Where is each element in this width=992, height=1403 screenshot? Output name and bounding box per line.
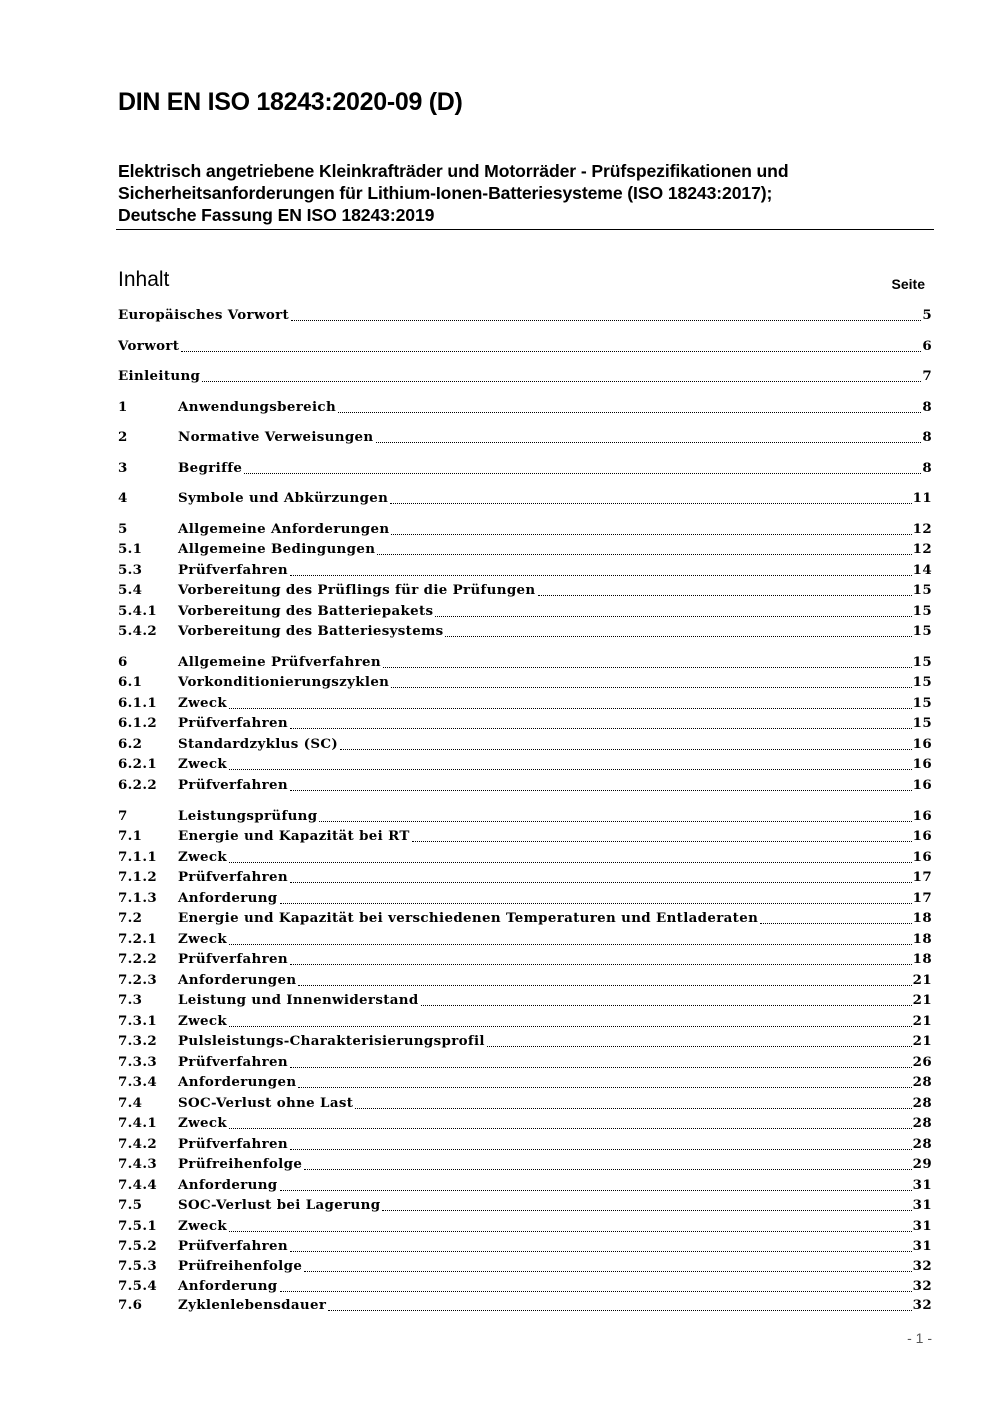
toc-entry-page: 16 bbox=[912, 736, 932, 752]
toc-dot-leader bbox=[383, 667, 912, 668]
toc-dot-leader bbox=[290, 728, 912, 729]
toc-dot-leader bbox=[298, 985, 911, 986]
toc-entry[interactable] bbox=[118, 1031, 932, 1050]
toc-entry[interactable] bbox=[118, 1154, 932, 1173]
toc-entry-title: SOC-Verlust ohne Last bbox=[178, 1095, 354, 1111]
toc-entry[interactable] bbox=[118, 1256, 932, 1275]
toc-entry-page: 31 bbox=[912, 1177, 932, 1193]
toc-entry[interactable] bbox=[118, 519, 932, 538]
toc-dot-leader bbox=[290, 964, 912, 965]
toc-dot-leader bbox=[487, 1046, 912, 1047]
toc-entry-number: 7.2.3 bbox=[118, 972, 158, 988]
toc-entry-title: Allgemeine Anforderungen bbox=[178, 521, 390, 537]
toc-entry[interactable] bbox=[118, 867, 932, 886]
toc-entry-title: Vorbereitung des Batteriesystems bbox=[178, 623, 444, 639]
toc-entry-page: 26 bbox=[912, 1054, 932, 1070]
toc-entry-page: 12 bbox=[912, 541, 932, 557]
toc-dot-leader bbox=[290, 1251, 912, 1252]
toc-entry-page: 15 bbox=[912, 582, 932, 598]
toc-entry-title: Symbole und Abkürzungen bbox=[178, 490, 389, 506]
toc-dot-leader bbox=[290, 790, 912, 791]
toc-entry-page: 32 bbox=[912, 1278, 932, 1294]
toc-entry-page: 16 bbox=[912, 756, 932, 772]
toc-entry-title: Allgemeine Bedingungen bbox=[178, 541, 376, 557]
toc-entry-title: Zweck bbox=[178, 695, 228, 711]
toc-entry[interactable] bbox=[118, 336, 932, 355]
toc-entry[interactable] bbox=[118, 826, 932, 845]
toc-dot-leader bbox=[229, 944, 912, 945]
toc-entry-number: 7 bbox=[118, 808, 128, 824]
toc-entry-number: 6.1.1 bbox=[118, 695, 158, 711]
toc-entry-number: 7.4.4 bbox=[118, 1177, 158, 1193]
toc-dot-leader bbox=[181, 351, 921, 352]
toc-entry[interactable] bbox=[118, 734, 932, 753]
toc-entry-title: Anforderungen bbox=[178, 972, 297, 988]
toc-dot-leader bbox=[421, 1005, 912, 1006]
toc-entry[interactable] bbox=[118, 1093, 932, 1112]
toc-entry-number: 7.3.2 bbox=[118, 1033, 158, 1049]
toc-entry-number: 7.5.1 bbox=[118, 1218, 158, 1234]
toc-entry-title: Anforderung bbox=[178, 890, 278, 906]
toc-entry-title: Allgemeine Prüfverfahren bbox=[178, 654, 381, 670]
toc-entry-title: Zweck bbox=[178, 1218, 228, 1234]
toc-entry-number: 2 bbox=[118, 429, 128, 445]
toc-entry-page: 16 bbox=[912, 808, 932, 824]
toc-dot-leader bbox=[290, 1067, 912, 1068]
toc-dot-leader bbox=[202, 381, 921, 382]
toc-entry-title: Energie und Kapazität bei RT bbox=[178, 828, 410, 844]
toc-entry-title: Prüfverfahren bbox=[178, 1238, 289, 1254]
toc-entry-number: 5.1 bbox=[118, 541, 143, 557]
toc-entry-page: 21 bbox=[912, 1033, 932, 1049]
toc-entry-number: 7.4.3 bbox=[118, 1156, 158, 1172]
toc-dot-leader bbox=[280, 903, 912, 904]
toc-entry-page: 8 bbox=[922, 399, 932, 415]
toc-entry-number: 7.1 bbox=[118, 828, 143, 844]
toc-entry-title: Leistungsprüfung bbox=[178, 808, 318, 824]
toc-dot-leader bbox=[244, 473, 921, 474]
toc-entry-number: 7.3.4 bbox=[118, 1074, 158, 1090]
toc-dot-leader bbox=[229, 769, 912, 770]
toc-dot-leader bbox=[290, 1149, 912, 1150]
toc-entry[interactable] bbox=[118, 427, 932, 446]
toc-entry-page: 12 bbox=[912, 521, 932, 537]
toc-entry[interactable] bbox=[118, 305, 932, 324]
toc-dot-leader bbox=[298, 1087, 911, 1088]
toc-dot-leader bbox=[290, 882, 912, 883]
toc-entry-page: 28 bbox=[912, 1136, 932, 1152]
toc-entry-number: 7.5 bbox=[118, 1197, 143, 1213]
toc-entry-page: 18 bbox=[912, 931, 932, 947]
toc-entry-title: Zweck bbox=[178, 849, 228, 865]
toc-dot-leader bbox=[280, 1291, 912, 1292]
toc-entry-page: 28 bbox=[912, 1115, 932, 1131]
page-number: - 1 - bbox=[907, 1330, 932, 1346]
toc-page-column-label: Seite bbox=[891, 276, 925, 292]
toc-dot-leader bbox=[319, 821, 911, 822]
toc-dot-leader bbox=[328, 1310, 911, 1311]
toc-entry-number: 7.5.4 bbox=[118, 1278, 158, 1294]
toc-entry-title: Prüfreihenfolge bbox=[178, 1156, 303, 1172]
toc-entry-page: 31 bbox=[912, 1197, 932, 1213]
toc-entry[interactable] bbox=[118, 970, 932, 989]
toc-entry[interactable] bbox=[118, 560, 932, 579]
toc-entry[interactable] bbox=[118, 1011, 932, 1030]
toc-entry-title: Zweck bbox=[178, 1115, 228, 1131]
toc-entry-title: Anwendungsbereich bbox=[178, 399, 337, 415]
toc-entry-page: 28 bbox=[912, 1074, 932, 1090]
toc-entry-page: 15 bbox=[912, 654, 932, 670]
toc-entry-number: 7.3.3 bbox=[118, 1054, 158, 1070]
toc-entry[interactable] bbox=[118, 1134, 932, 1153]
toc-dot-leader bbox=[435, 616, 911, 617]
toc-entry-title: Prüfverfahren bbox=[178, 1054, 289, 1070]
toc-entry[interactable] bbox=[118, 775, 932, 794]
toc-entry-page: 7 bbox=[922, 368, 932, 384]
toc-entry-number: 6.2.1 bbox=[118, 756, 158, 772]
toc-entry[interactable] bbox=[118, 1072, 932, 1091]
toc-dot-leader bbox=[304, 1271, 911, 1272]
toc-entry-number: 7.1.2 bbox=[118, 869, 158, 885]
toc-entry[interactable] bbox=[118, 806, 932, 825]
toc-entry-title: Vorkonditionierungszyklen bbox=[178, 674, 390, 690]
toc-entry-title: Europäisches Vorwort bbox=[118, 307, 290, 323]
toc-entry-number: 1 bbox=[118, 399, 128, 415]
toc-entry-page: 11 bbox=[912, 490, 932, 506]
toc-entry-number: 7.4 bbox=[118, 1095, 143, 1111]
toc-dot-leader bbox=[391, 534, 911, 535]
toc-entry[interactable] bbox=[118, 990, 932, 1009]
toc-entry-page: 18 bbox=[912, 910, 932, 926]
toc-entry-page: 14 bbox=[912, 562, 932, 578]
toc-dot-leader bbox=[445, 636, 911, 637]
toc-entry[interactable] bbox=[118, 488, 932, 507]
toc-entry-number: 7.5.2 bbox=[118, 1238, 158, 1254]
toc-dot-leader bbox=[338, 412, 921, 413]
toc-entry-title: Vorwort bbox=[118, 338, 180, 354]
toc-entry-number: 5.4.2 bbox=[118, 623, 158, 639]
toc-entry-title: Pulsleistungs-Charakterisierungsprofil bbox=[178, 1033, 485, 1049]
toc-entry-title: Zweck bbox=[178, 1013, 228, 1029]
toc-entry-page: 32 bbox=[912, 1297, 932, 1313]
toc-dot-leader bbox=[229, 1231, 912, 1232]
toc-entry[interactable] bbox=[118, 1052, 932, 1071]
toc-entry-number: 7.4.1 bbox=[118, 1115, 158, 1131]
toc-entry-page: 21 bbox=[912, 992, 932, 1008]
toc-entry[interactable] bbox=[118, 949, 932, 968]
toc-entry[interactable] bbox=[118, 1195, 932, 1214]
toc-entry[interactable] bbox=[118, 397, 932, 416]
toc-entry[interactable] bbox=[118, 1113, 932, 1132]
toc-dot-leader bbox=[382, 1210, 911, 1211]
toc-entry-title: Prüfverfahren bbox=[178, 869, 289, 885]
toc-entry-page: 15 bbox=[912, 674, 932, 690]
toc-entry-number: 5.4 bbox=[118, 582, 143, 598]
toc-entry-page: 21 bbox=[912, 972, 932, 988]
toc-dot-leader bbox=[412, 841, 912, 842]
toc-entry-page: 29 bbox=[912, 1156, 932, 1172]
toc-dot-leader bbox=[304, 1169, 911, 1170]
toc-dot-leader bbox=[377, 554, 911, 555]
toc-entry[interactable] bbox=[118, 621, 932, 640]
toc-entry-title: Anforderung bbox=[178, 1278, 278, 1294]
document-title-line: Elektrisch angetriebene Kleinkrafträder und Motorräder - Prüfspezifikationen und bbox=[118, 161, 789, 181]
toc-entry-number: 7.3.1 bbox=[118, 1013, 158, 1029]
toc-entry-title: Leistung und Innenwiderstand bbox=[178, 992, 419, 1008]
toc-entry-number: 7.3 bbox=[118, 992, 143, 1008]
toc-entry[interactable] bbox=[118, 1216, 932, 1235]
toc-dot-leader bbox=[376, 442, 922, 443]
document-title-line: Sicherheitsanforderungen für Lithium-Ionen-Batteriesysteme (ISO 18243:2017); bbox=[118, 183, 773, 203]
toc-entry-page: 8 bbox=[922, 460, 932, 476]
toc-entry-title: Standardzyklus (SC) bbox=[178, 736, 339, 752]
toc-entry[interactable] bbox=[118, 1276, 932, 1295]
toc-entry-title: Zweck bbox=[178, 931, 228, 947]
toc-dot-leader bbox=[390, 503, 911, 504]
toc-entry-number: 7.2.1 bbox=[118, 931, 158, 947]
toc-entry[interactable] bbox=[118, 580, 932, 599]
title-divider bbox=[116, 229, 934, 230]
toc-dot-leader bbox=[291, 320, 921, 321]
toc-entry-title: Normative Verweisungen bbox=[178, 429, 374, 445]
toc-heading: Inhalt bbox=[118, 268, 170, 291]
toc-entry[interactable] bbox=[118, 754, 932, 773]
toc-entry-number: 7.6 bbox=[118, 1297, 143, 1313]
toc-entry-title: SOC-Verlust bei Lagerung bbox=[178, 1197, 381, 1213]
toc-entry-title: Zweck bbox=[178, 756, 228, 772]
toc-entry-number: 7.2.2 bbox=[118, 951, 158, 967]
document-id: DIN EN ISO 18243:2020-09 (D) bbox=[118, 88, 463, 116]
toc-entry-title: Zyklenlebensdauer bbox=[178, 1297, 327, 1313]
toc-dot-leader bbox=[391, 687, 911, 688]
toc-entry-number: 5.4.1 bbox=[118, 603, 158, 619]
toc-entry-page: 18 bbox=[912, 951, 932, 967]
toc-entry-number: 7.1.1 bbox=[118, 849, 158, 865]
toc-entry-page: 31 bbox=[912, 1218, 932, 1234]
toc-entry-number: 5 bbox=[118, 521, 128, 537]
toc-entry-page: 32 bbox=[912, 1258, 932, 1274]
toc-entry-page: 16 bbox=[912, 828, 932, 844]
toc-dot-leader bbox=[355, 1108, 911, 1109]
toc-entry-page: 15 bbox=[912, 695, 932, 711]
toc-entry[interactable] bbox=[118, 672, 932, 691]
toc-dot-leader bbox=[229, 1026, 912, 1027]
toc-entry[interactable] bbox=[118, 652, 932, 671]
toc-entry-number: 6.1 bbox=[118, 674, 143, 690]
toc-entry-number: 7.2 bbox=[118, 910, 143, 926]
toc-entry-page: 5 bbox=[922, 307, 932, 323]
toc-entry[interactable] bbox=[118, 929, 932, 948]
toc-entry-page: 31 bbox=[912, 1238, 932, 1254]
toc-dot-leader bbox=[538, 595, 912, 596]
toc-entry-number: 5.3 bbox=[118, 562, 143, 578]
toc-entry-number: 6.1.2 bbox=[118, 715, 158, 731]
toc-entry-title: Prüfverfahren bbox=[178, 1136, 289, 1152]
toc-entry-title: Prüfreihenfolge bbox=[178, 1258, 303, 1274]
toc-entry[interactable] bbox=[118, 601, 932, 620]
toc-entry-title: Prüfverfahren bbox=[178, 562, 289, 578]
toc-entry-page: 8 bbox=[922, 429, 932, 445]
toc-entry-title: Begriffe bbox=[178, 460, 243, 476]
toc-entry[interactable] bbox=[118, 693, 932, 712]
toc-entry-page: 17 bbox=[912, 890, 932, 906]
toc-dot-leader bbox=[290, 575, 912, 576]
toc-entry-page: 21 bbox=[912, 1013, 932, 1029]
toc-dot-leader bbox=[229, 708, 912, 709]
toc-entry[interactable] bbox=[118, 539, 932, 558]
toc-entry[interactable] bbox=[118, 366, 932, 385]
toc-entry-page: 16 bbox=[912, 849, 932, 865]
toc-entry-number: 6 bbox=[118, 654, 128, 670]
toc-entry-number: 7.5.3 bbox=[118, 1258, 158, 1274]
toc-entry-title: Vorbereitung des Batteriepakets bbox=[178, 603, 434, 619]
toc-entry[interactable] bbox=[118, 713, 932, 732]
toc-entry-title: Prüfverfahren bbox=[178, 777, 289, 793]
toc-entry-title: Vorbereitung des Prüflings für die Prüfungen bbox=[178, 582, 536, 598]
toc-entry-page: 17 bbox=[912, 869, 932, 885]
toc-dot-leader bbox=[229, 1128, 912, 1129]
toc-entry-page: 6 bbox=[922, 338, 932, 354]
toc-entry-page: 28 bbox=[912, 1095, 932, 1111]
toc-entry-number: 6.2.2 bbox=[118, 777, 158, 793]
toc-entry[interactable] bbox=[118, 888, 932, 907]
toc-dot-leader bbox=[280, 1190, 912, 1191]
toc-dot-leader bbox=[229, 862, 912, 863]
toc-entry-number: 7.4.2 bbox=[118, 1136, 158, 1152]
toc-entry-title: Anforderungen bbox=[178, 1074, 297, 1090]
toc-entry-page: 15 bbox=[912, 623, 932, 639]
toc-entry-number: 3 bbox=[118, 460, 128, 476]
toc-dot-leader bbox=[760, 923, 911, 924]
toc-entry-title: Prüfverfahren bbox=[178, 951, 289, 967]
toc-entry-title: Energie und Kapazität bei verschiedenen Temperaturen und Entladeraten bbox=[178, 910, 759, 926]
toc-dot-leader bbox=[340, 749, 912, 750]
toc-entry-title: Anforderung bbox=[178, 1177, 278, 1193]
toc-entry-page: 15 bbox=[912, 715, 932, 731]
toc-entry[interactable] bbox=[118, 1236, 932, 1255]
toc-entry[interactable] bbox=[118, 1295, 932, 1314]
toc-entry[interactable] bbox=[118, 458, 932, 477]
toc-entry[interactable] bbox=[118, 1175, 932, 1194]
toc-entry-number: 6.2 bbox=[118, 736, 143, 752]
toc-entry-title: Einleitung bbox=[118, 368, 201, 384]
toc-entry-page: 15 bbox=[912, 603, 932, 619]
toc-entry-page: 16 bbox=[912, 777, 932, 793]
toc-entry-number: 4 bbox=[118, 490, 128, 506]
document-title bbox=[118, 160, 934, 226]
toc-entry[interactable] bbox=[118, 847, 932, 866]
toc-entry[interactable] bbox=[118, 908, 932, 927]
document-title-line: Deutsche Fassung EN ISO 18243:2019 bbox=[118, 205, 435, 225]
toc-entry-number: 7.1.3 bbox=[118, 890, 158, 906]
toc-entry-title: Prüfverfahren bbox=[178, 715, 289, 731]
